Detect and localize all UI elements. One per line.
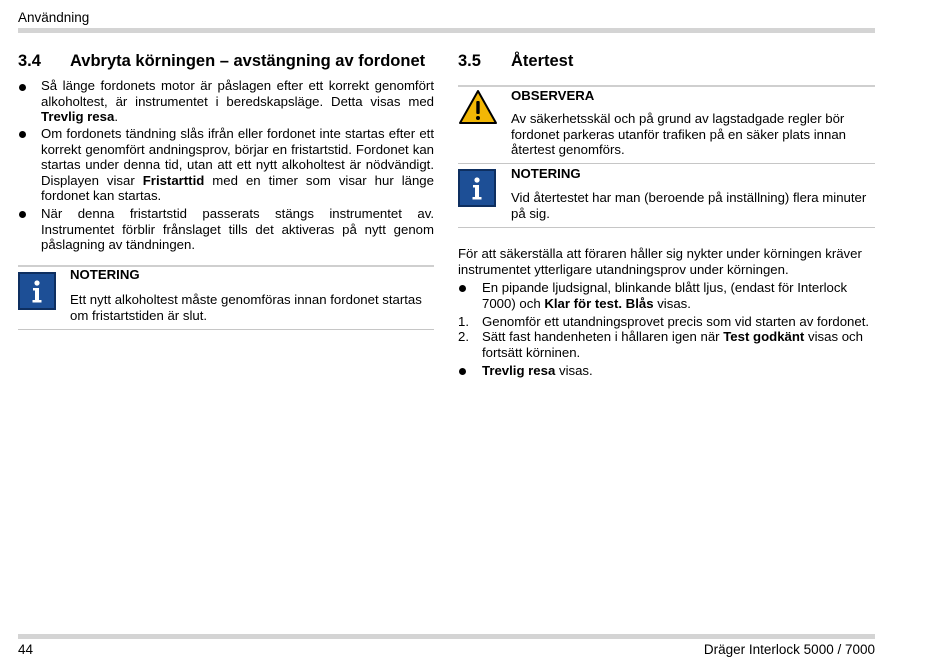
step-number: 1.: [458, 314, 469, 329]
info-icon: [18, 272, 56, 310]
bullet-text: Trevlig resa visas.: [482, 363, 593, 378]
section-title: Återtest: [511, 52, 574, 70]
step-text: Genomför ett utandningsprovet precis som vid starten av fordonet.: [482, 314, 870, 329]
note-text: Vid återtestet har man (beroende på inställning) flera minuter på sig.: [511, 190, 867, 221]
bullet-marker: [19, 84, 26, 91]
step-number: 2.: [458, 329, 469, 344]
bullet-marker: [19, 131, 26, 138]
intro-paragraph: För att säkerställa att föraren håller sig nykter under körningen kräver instrumentet ytterligare utandningsprov under körningen.: [458, 246, 862, 277]
warning-text: Av säkerhetsskäl och på grund av lagstadgade regler bör fordonet parkeras utanför trafiken på en säker plats innan återtest genomförs.: [511, 111, 847, 157]
note-top-rule: [458, 163, 875, 164]
footer-rule: [18, 634, 875, 639]
bullet-marker: [459, 368, 466, 375]
bullet-text: En pipande ljudsignal, blinkande blått ljus, (endast för Interlock 7000) och Klar för test. Blås visas.: [482, 280, 848, 311]
bullet-text: Om fordonets tändning slås ifrån eller fordonet inte startas efter ett korrekt genomfört andningsprov, börjar en fristartstid. Fordonet kan startas under denna tid, utan att ett nytt alkoholtest är nödvändigt. Displayen visar Fristarttid med en timer som visar hur länge fordonet kan startas.: [41, 126, 434, 203]
warning-icon: [458, 89, 498, 125]
bullet-text: Så länge fordonets motor är påslagen efter ett korrekt genomfört alkoholtest, är instrumentet i beredskapsläge. Detta visas med Trevlig resa.: [41, 78, 434, 124]
section-number: 3.5: [458, 52, 481, 70]
footer-product: Dräger Interlock 5000 / 7000: [703, 642, 875, 657]
running-header: Användning: [18, 10, 90, 25]
bullet-marker: [19, 211, 26, 218]
note-heading: NOTERING: [511, 166, 581, 181]
note-text: Ett nytt alkoholtest måste genomföras innan fordonet startas om fristartstiden är slut.: [70, 292, 422, 323]
section-number: 3.4: [18, 52, 41, 70]
section-title: Avbryta körningen – avstängning av fordonet: [70, 52, 426, 70]
page-number: 44: [18, 642, 34, 657]
warning-heading: OBSERVERA: [511, 88, 595, 103]
note-heading: NOTERING: [70, 267, 140, 282]
warning-top-rule: [458, 85, 875, 87]
info-icon: [458, 169, 496, 207]
note-bottom-rule: [458, 227, 875, 228]
note-bottom-rule: [18, 329, 434, 330]
header-rule: [18, 28, 875, 33]
bullet-text: När denna fristartstid passerats stängs instrumentet av. Instrumentet förblir frånslaget tills det aktiveras på nytt genom påslagning av tändningen.: [41, 206, 434, 252]
bullet-marker: [459, 285, 466, 292]
step-text: Sätt fast handenheten i hållaren igen när Test godkänt visas och fortsätt körninen.: [482, 329, 863, 360]
